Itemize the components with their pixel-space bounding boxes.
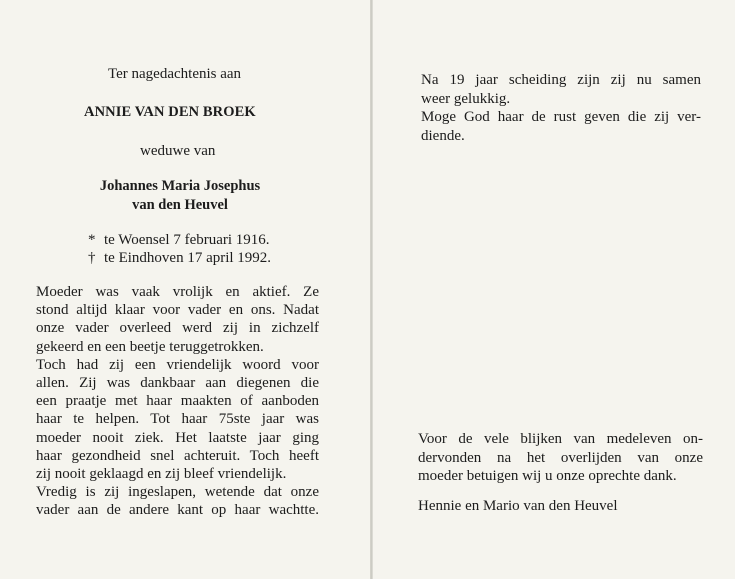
thanks-line: moeder betuigen wij u onze oprechte dank. xyxy=(418,468,677,484)
verse-line: weer gelukkig. xyxy=(421,90,511,107)
verse-line: diende. xyxy=(421,127,465,144)
verse-line: Moge God haar de rust geven die zij ver- xyxy=(421,109,701,125)
husband-name xyxy=(80,177,280,215)
signature: Hennie en Mario van den Heuvel xyxy=(418,498,618,514)
thanks-line: Voor de vele blijken van medeleven on- xyxy=(418,431,703,447)
birth-line xyxy=(88,231,271,249)
dedication-text: Ter nagedachtenis aan xyxy=(108,66,242,82)
biography-line: een praatje met haar maakten of aanboden xyxy=(36,393,319,410)
biography-line: haar gezondheid snel achteruit. Toch heeft xyxy=(36,447,319,464)
deceased-name: ANNIE VAN DEN BROEK xyxy=(84,104,256,120)
verse-line: Na 19 jaar scheiding zijn zij nu samen xyxy=(421,72,701,88)
biography-line: stond altijd klaar voor vader en ons. Nadat xyxy=(36,302,319,319)
biography-line: vader aan de andere kant op haar wachtte. xyxy=(36,502,319,519)
husband-name-line-2: van den Heuvel xyxy=(132,197,228,213)
husband-name-line-1: Johannes Maria Josephus xyxy=(99,178,261,194)
biography-line: allen. Zij was dankbaar aan diegenen die xyxy=(36,374,319,391)
biography-line: Moeder was vaak vrolijk en aktief. Ze xyxy=(36,284,319,300)
death-cross-icon: † xyxy=(88,250,96,266)
right-page xyxy=(373,0,735,579)
death-text: te Eindhoven 17 april 1992. xyxy=(104,250,272,266)
thanks-line: dervonden na het overlijden van onze xyxy=(418,449,703,466)
biography-line: haar te helpen. Tot haar 75ste jaar was xyxy=(36,411,319,428)
biography-line: onze vader overleed werd zij in zichzelf xyxy=(36,320,319,337)
verse xyxy=(421,71,701,145)
biography-line: Toch had zij een vriendelijk woord voor xyxy=(36,356,319,373)
biography-line: moeder nooit ziek. Het laatste jaar ging xyxy=(36,429,319,446)
birth-star-icon: * xyxy=(88,232,96,248)
biography-line: zij nooit geklaagd en zij bleef vriendelijk. xyxy=(36,465,287,482)
biography xyxy=(36,283,319,519)
biography-line: gekeerd en een beetje teruggetrokken. xyxy=(36,338,264,355)
thanks-message xyxy=(418,430,703,486)
life-dates xyxy=(88,231,271,267)
relation-text: weduwe van xyxy=(140,143,216,159)
biography-line: Vredig is zij ingeslapen, wetende dat onze xyxy=(36,484,319,501)
birth-text: te Woensel 7 februari 1916. xyxy=(104,232,270,248)
death-line xyxy=(88,249,271,267)
